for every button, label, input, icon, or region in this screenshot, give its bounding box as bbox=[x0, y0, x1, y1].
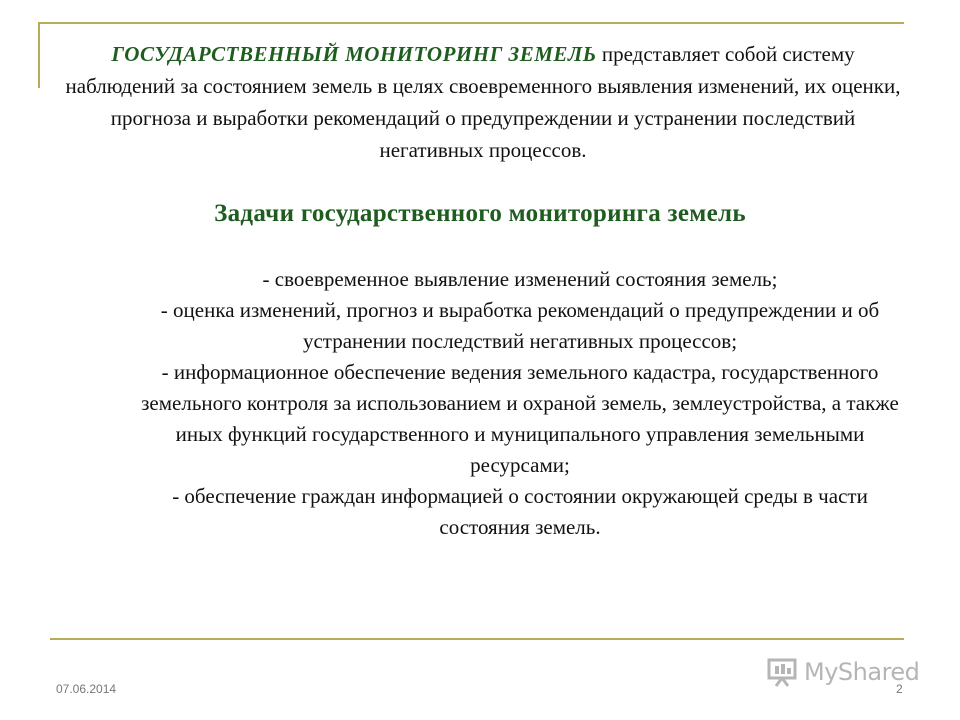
watermark-logo bbox=[766, 652, 919, 692]
task-item: - обеспечение граждан информацией о состоянии окружающей среды в части состояния земель. bbox=[172, 484, 868, 539]
watermark-text: MyShared bbox=[804, 658, 920, 686]
task-item: - своевременное выявление изменений состояния земель; bbox=[262, 267, 778, 291]
slide-date: 07.06.2014 bbox=[56, 682, 117, 696]
frame-left-rule bbox=[38, 22, 40, 88]
intro-term: ГОСУДАРСТВЕННЫЙ МОНИТОРИНГ ЗЕМЕЛЬ bbox=[111, 42, 597, 66]
frame-bottom-rule bbox=[50, 638, 904, 640]
intro-text: представляет собой систему наблюдений за состоянием земель в целях своевременного выявления изменений, их оценки, прогноза и выработки рекомендаций о предупреждении и устранении последствий негативных процессов. bbox=[65, 42, 901, 162]
tasks-list bbox=[140, 264, 900, 543]
intro-paragraph bbox=[58, 38, 908, 166]
task-item: - информационное обеспечение ведения земельного кадастра, государственного земельного контроля за использованием и охраной земель, землеустройства, а также иных функций государственного и муниципального управления земельными ресурсами; bbox=[141, 360, 899, 477]
projector-screen-icon bbox=[766, 657, 798, 687]
tasks-heading: Задачи государственного мониторинга земель bbox=[214, 200, 746, 227]
frame-top-rule bbox=[38, 22, 904, 24]
task-item: - оценка изменений, прогноз и выработка рекомендаций о предупреждении и об устранении последствий негативных процессов; bbox=[160, 298, 880, 353]
slide-page-number: 2 bbox=[896, 682, 903, 696]
